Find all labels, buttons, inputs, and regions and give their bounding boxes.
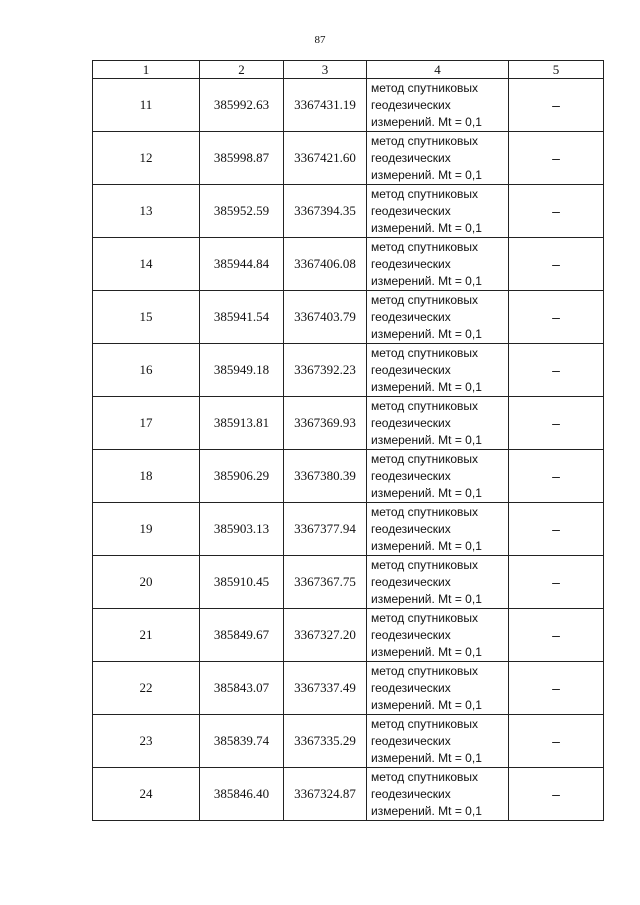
table-row: [93, 344, 604, 397]
x-coordinate-cell: 385906.29: [200, 450, 284, 503]
note-cell: –: [509, 768, 604, 821]
note-cell: –: [509, 238, 604, 291]
point-number-cell: 15: [93, 291, 200, 344]
method-cell: метод спутниковых геодезических измерений. Mt = 0,1: [367, 609, 509, 662]
y-coordinate-cell: 3367324.87: [284, 768, 367, 821]
y-coordinate-cell: 3367392.23: [284, 344, 367, 397]
point-number-cell: 13: [93, 185, 200, 238]
method-cell: метод спутниковых геодезических измерений. Mt = 0,1: [367, 238, 509, 291]
table-row: [93, 79, 604, 132]
x-coordinate-cell: 385998.87: [200, 132, 284, 185]
column-header-1: 1: [93, 61, 200, 79]
method-cell: метод спутниковых геодезических измерений. Mt = 0,1: [367, 450, 509, 503]
method-cell: метод спутниковых геодезических измерений. Mt = 0,1: [367, 291, 509, 344]
x-coordinate-cell: 385992.63: [200, 79, 284, 132]
table-row: [93, 291, 604, 344]
point-number-cell: 12: [93, 132, 200, 185]
table-row: [93, 556, 604, 609]
x-coordinate-cell: 385846.40: [200, 768, 284, 821]
x-coordinate-cell: 385952.59: [200, 185, 284, 238]
y-coordinate-cell: 3367335.29: [284, 715, 367, 768]
y-coordinate-cell: 3367403.79: [284, 291, 367, 344]
column-header-4: 4: [367, 61, 509, 79]
method-cell: метод спутниковых геодезических измерений. Mt = 0,1: [367, 344, 509, 397]
method-cell: метод спутниковых геодезических измерений. Mt = 0,1: [367, 662, 509, 715]
y-coordinate-cell: 3367421.60: [284, 132, 367, 185]
point-number-cell: 19: [93, 503, 200, 556]
table-header-row: [93, 61, 604, 79]
column-header-2: 2: [200, 61, 284, 79]
x-coordinate-cell: 385849.67: [200, 609, 284, 662]
note-cell: –: [509, 185, 604, 238]
y-coordinate-cell: 3367394.35: [284, 185, 367, 238]
point-number-cell: 18: [93, 450, 200, 503]
y-coordinate-cell: 3367337.49: [284, 662, 367, 715]
x-coordinate-cell: 385843.07: [200, 662, 284, 715]
coordinates-table: [92, 60, 604, 821]
note-cell: –: [509, 662, 604, 715]
note-cell: –: [509, 609, 604, 662]
table-row: [93, 768, 604, 821]
note-cell: –: [509, 397, 604, 450]
method-cell: метод спутниковых геодезических измерений. Mt = 0,1: [367, 768, 509, 821]
point-number-cell: 22: [93, 662, 200, 715]
point-number-cell: 14: [93, 238, 200, 291]
y-coordinate-cell: 3367406.08: [284, 238, 367, 291]
note-cell: –: [509, 79, 604, 132]
point-number-cell: 23: [93, 715, 200, 768]
y-coordinate-cell: 3367369.93: [284, 397, 367, 450]
x-coordinate-cell: 385839.74: [200, 715, 284, 768]
note-cell: –: [509, 132, 604, 185]
note-cell: –: [509, 715, 604, 768]
table-row: [93, 609, 604, 662]
table-row: [93, 238, 604, 291]
note-cell: –: [509, 344, 604, 397]
method-cell: метод спутниковых геодезических измерений. Mt = 0,1: [367, 556, 509, 609]
point-number-cell: 11: [93, 79, 200, 132]
table-row: [93, 662, 604, 715]
x-coordinate-cell: 385949.18: [200, 344, 284, 397]
point-number-cell: 20: [93, 556, 200, 609]
table-body: [93, 79, 604, 821]
column-header-5: 5: [509, 61, 604, 79]
table-row: [93, 715, 604, 768]
x-coordinate-cell: 385903.13: [200, 503, 284, 556]
point-number-cell: 21: [93, 609, 200, 662]
column-header-3: 3: [284, 61, 367, 79]
note-cell: –: [509, 556, 604, 609]
method-cell: метод спутниковых геодезических измерений. Mt = 0,1: [367, 185, 509, 238]
method-cell: метод спутниковых геодезических измерений. Mt = 0,1: [367, 132, 509, 185]
table-row: [93, 397, 604, 450]
method-cell: метод спутниковых геодезических измерений. Mt = 0,1: [367, 397, 509, 450]
y-coordinate-cell: 3367367.75: [284, 556, 367, 609]
point-number-cell: 16: [93, 344, 200, 397]
table-row: [93, 185, 604, 238]
table-row: [93, 450, 604, 503]
y-coordinate-cell: 3367377.94: [284, 503, 367, 556]
point-number-cell: 17: [93, 397, 200, 450]
x-coordinate-cell: 385941.54: [200, 291, 284, 344]
method-cell: метод спутниковых геодезических измерений. Mt = 0,1: [367, 503, 509, 556]
method-cell: метод спутниковых геодезических измерений. Mt = 0,1: [367, 715, 509, 768]
table-row: [93, 132, 604, 185]
note-cell: –: [509, 450, 604, 503]
y-coordinate-cell: 3367380.39: [284, 450, 367, 503]
point-number-cell: 24: [93, 768, 200, 821]
y-coordinate-cell: 3367431.19: [284, 79, 367, 132]
page-number: 87: [314, 34, 326, 46]
x-coordinate-cell: 385910.45: [200, 556, 284, 609]
table-row: [93, 503, 604, 556]
x-coordinate-cell: 385913.81: [200, 397, 284, 450]
method-cell: метод спутниковых геодезических измерений. Mt = 0,1: [367, 79, 509, 132]
note-cell: –: [509, 503, 604, 556]
note-cell: –: [509, 291, 604, 344]
y-coordinate-cell: 3367327.20: [284, 609, 367, 662]
x-coordinate-cell: 385944.84: [200, 238, 284, 291]
